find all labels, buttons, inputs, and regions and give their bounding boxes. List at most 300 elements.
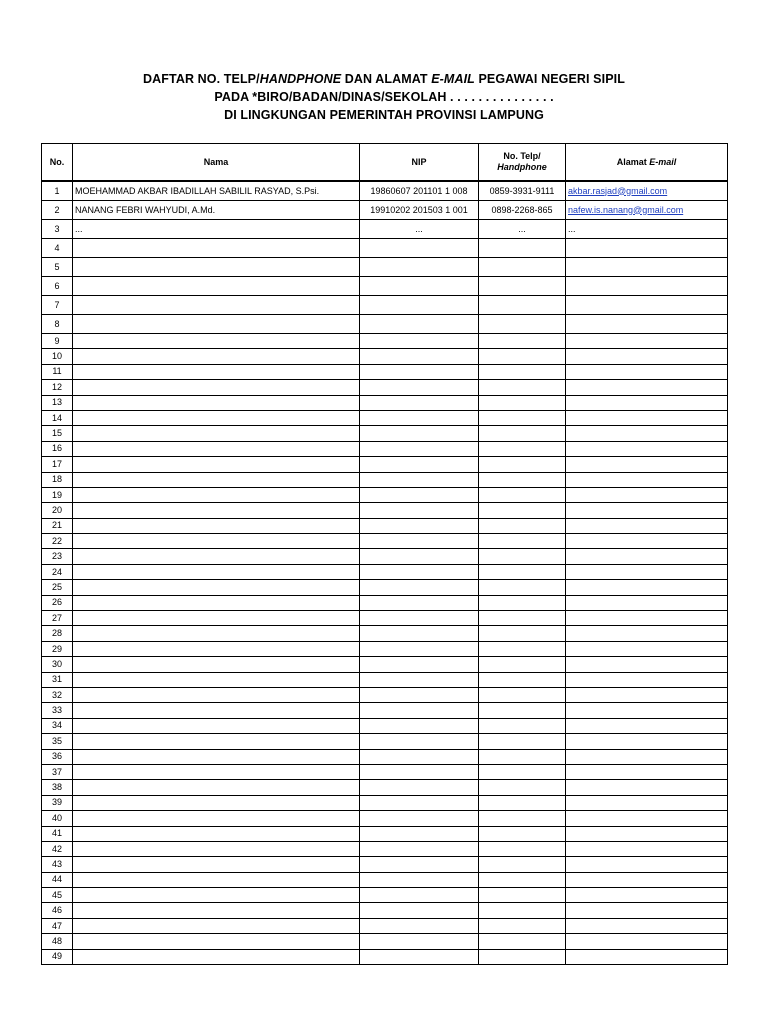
cell-nama xyxy=(73,564,360,579)
cell-email xyxy=(566,364,728,379)
cell-nip: 19860607 201101 1 008 xyxy=(360,181,479,201)
cell-nama xyxy=(73,718,360,733)
cell-nama xyxy=(73,296,360,315)
title-text-italic: E-MAIL xyxy=(431,72,475,86)
cell-no: 24 xyxy=(42,564,73,579)
cell-telp xyxy=(479,703,566,718)
cell-nip xyxy=(360,811,479,826)
cell-nama xyxy=(73,811,360,826)
cell-nip xyxy=(360,534,479,549)
header-telp-line1: No. Telp/ xyxy=(503,151,541,161)
cell-nama xyxy=(73,426,360,441)
header-nama: Nama xyxy=(73,144,360,182)
cell-nip xyxy=(360,826,479,841)
cell-no: 1 xyxy=(42,181,73,201)
cell-no: 42 xyxy=(42,841,73,856)
table-row xyxy=(42,595,728,610)
cell-telp xyxy=(479,380,566,395)
cell-no: 7 xyxy=(42,296,73,315)
cell-nama xyxy=(73,472,360,487)
table-row xyxy=(42,441,728,456)
cell-no: 35 xyxy=(42,734,73,749)
header-email-italic: E-mail xyxy=(649,156,677,167)
cell-nama xyxy=(73,918,360,933)
cell-email xyxy=(566,441,728,456)
cell-nip xyxy=(360,718,479,733)
cell-email xyxy=(566,564,728,579)
cell-telp xyxy=(479,780,566,795)
cell-no: 3 xyxy=(42,220,73,239)
table-row xyxy=(42,564,728,579)
cell-telp xyxy=(479,626,566,641)
cell-nama xyxy=(73,410,360,425)
cell-no: 19 xyxy=(42,487,73,502)
cell-nama xyxy=(73,749,360,764)
cell-telp xyxy=(479,764,566,779)
cell-telp: 0898-2268-865 xyxy=(479,201,566,220)
cell-nip xyxy=(360,580,479,595)
cell-telp xyxy=(479,657,566,672)
cell-nip xyxy=(360,364,479,379)
cell-telp xyxy=(479,595,566,610)
cell-email xyxy=(566,277,728,296)
cell-telp xyxy=(479,611,566,626)
cell-no: 2 xyxy=(42,201,73,220)
title-line-3: DI LINGKUNGAN PEMERINTAH PROVINSI LAMPUNG xyxy=(224,108,544,122)
table-row xyxy=(42,364,728,379)
cell-nip xyxy=(360,687,479,702)
cell-no: 45 xyxy=(42,888,73,903)
cell-email xyxy=(566,687,728,702)
cell-nama xyxy=(73,687,360,702)
cell-nip xyxy=(360,918,479,933)
cell-telp xyxy=(479,239,566,258)
cell-no: 23 xyxy=(42,549,73,564)
cell-email xyxy=(566,903,728,918)
cell-telp xyxy=(479,672,566,687)
document-title xyxy=(0,70,768,124)
cell-nip xyxy=(360,795,479,810)
cell-no: 9 xyxy=(42,334,73,349)
cell-email xyxy=(566,626,728,641)
employee-contact-table xyxy=(41,143,728,965)
cell-nip xyxy=(360,426,479,441)
cell-email xyxy=(566,595,728,610)
table-row xyxy=(42,580,728,595)
cell-no: 25 xyxy=(42,580,73,595)
cell-no: 37 xyxy=(42,764,73,779)
cell-no: 49 xyxy=(42,949,73,964)
cell-no: 40 xyxy=(42,811,73,826)
cell-nama xyxy=(73,949,360,964)
title-text-italic: HANDPHONE xyxy=(259,72,342,86)
cell-email xyxy=(566,795,728,810)
cell-nip xyxy=(360,564,479,579)
cell-nama xyxy=(73,239,360,258)
cell-no: 30 xyxy=(42,657,73,672)
cell-no: 14 xyxy=(42,410,73,425)
cell-telp xyxy=(479,872,566,887)
header-email-text: Alamat xyxy=(616,156,650,167)
cell-no: 16 xyxy=(42,441,73,456)
cell-nip xyxy=(360,441,479,456)
cell-telp xyxy=(479,315,566,334)
cell-email xyxy=(566,472,728,487)
cell-email: ... xyxy=(566,220,728,239)
cell-no: 21 xyxy=(42,518,73,533)
cell-no: 4 xyxy=(42,239,73,258)
cell-nama xyxy=(73,795,360,810)
cell-nama xyxy=(73,672,360,687)
cell-telp xyxy=(479,734,566,749)
cell-no: 13 xyxy=(42,395,73,410)
cell-telp xyxy=(479,903,566,918)
table-row xyxy=(42,857,728,872)
title-text: PEGAWAI NEGERI SIPIL xyxy=(474,72,625,86)
cell-email xyxy=(566,518,728,533)
cell-email xyxy=(566,872,728,887)
cell-email xyxy=(566,201,728,220)
cell-email xyxy=(566,395,728,410)
header-telp-line2: Handphone xyxy=(497,162,547,172)
cell-nama xyxy=(73,872,360,887)
table-row xyxy=(42,949,728,964)
cell-no: 33 xyxy=(42,703,73,718)
cell-nama xyxy=(73,826,360,841)
cell-email xyxy=(566,749,728,764)
cell-nama xyxy=(73,518,360,533)
cell-email xyxy=(566,718,728,733)
cell-nama xyxy=(73,734,360,749)
table-row xyxy=(42,201,728,220)
table-row xyxy=(42,903,728,918)
cell-nip: ... xyxy=(360,220,479,239)
table-row xyxy=(42,687,728,702)
table-row xyxy=(42,315,728,334)
cell-no: 41 xyxy=(42,826,73,841)
cell-email xyxy=(566,580,728,595)
cell-no: 10 xyxy=(42,349,73,364)
cell-email xyxy=(566,826,728,841)
cell-no: 12 xyxy=(42,380,73,395)
cell-nama xyxy=(73,934,360,949)
header-telp xyxy=(479,144,566,182)
cell-nama xyxy=(73,503,360,518)
cell-email xyxy=(566,611,728,626)
cell-telp xyxy=(479,580,566,595)
table-body xyxy=(42,181,728,965)
cell-nip xyxy=(360,472,479,487)
cell-nip xyxy=(360,780,479,795)
cell-telp xyxy=(479,857,566,872)
cell-nip xyxy=(360,277,479,296)
title-text: DAFTAR NO. TELP/ xyxy=(143,72,260,86)
table-row xyxy=(42,239,728,258)
cell-no: 31 xyxy=(42,672,73,687)
cell-no: 27 xyxy=(42,611,73,626)
cell-no: 17 xyxy=(42,457,73,472)
cell-telp xyxy=(479,277,566,296)
cell-nama xyxy=(73,457,360,472)
cell-no: 34 xyxy=(42,718,73,733)
table-row xyxy=(42,734,728,749)
cell-nip xyxy=(360,296,479,315)
table-row xyxy=(42,296,728,315)
cell-nama xyxy=(73,764,360,779)
cell-nama xyxy=(73,626,360,641)
table-row xyxy=(42,380,728,395)
cell-telp xyxy=(479,472,566,487)
cell-nip xyxy=(360,410,479,425)
cell-nip xyxy=(360,626,479,641)
table-row xyxy=(42,918,728,933)
cell-no: 6 xyxy=(42,277,73,296)
cell-email xyxy=(566,426,728,441)
cell-email xyxy=(566,703,728,718)
cell-telp xyxy=(479,841,566,856)
cell-telp xyxy=(479,410,566,425)
table-row xyxy=(42,277,728,296)
cell-email xyxy=(566,349,728,364)
table-row xyxy=(42,503,728,518)
cell-nip xyxy=(360,395,479,410)
cell-no: 18 xyxy=(42,472,73,487)
cell-nip xyxy=(360,334,479,349)
cell-telp xyxy=(479,718,566,733)
cell-nama xyxy=(73,441,360,456)
cell-nip xyxy=(360,349,479,364)
cell-email xyxy=(566,239,728,258)
cell-telp xyxy=(479,534,566,549)
cell-email xyxy=(566,841,728,856)
cell-telp xyxy=(479,334,566,349)
cell-nama xyxy=(73,334,360,349)
cell-telp xyxy=(479,487,566,502)
cell-email xyxy=(566,857,728,872)
table-row xyxy=(42,472,728,487)
cell-nip xyxy=(360,315,479,334)
cell-nama xyxy=(73,857,360,872)
cell-nama xyxy=(73,349,360,364)
table-row xyxy=(42,410,728,425)
cell-nip xyxy=(360,703,479,718)
table-row xyxy=(42,349,728,364)
cell-email xyxy=(566,657,728,672)
cell-telp xyxy=(479,349,566,364)
cell-nama xyxy=(73,703,360,718)
table-row xyxy=(42,872,728,887)
title-line-2: PADA *BIRO/BADAN/DINAS/SEKOLAH . . . . . . . . . . . . . . . xyxy=(214,90,554,104)
cell-no: 8 xyxy=(42,315,73,334)
cell-telp xyxy=(479,934,566,949)
cell-email xyxy=(566,764,728,779)
cell-no: 36 xyxy=(42,749,73,764)
cell-email xyxy=(566,410,728,425)
cell-no: 26 xyxy=(42,595,73,610)
title-line-1 xyxy=(0,70,768,88)
cell-email xyxy=(566,503,728,518)
cell-telp: 0859-3931-9111 xyxy=(479,181,566,201)
cell-email xyxy=(566,780,728,795)
cell-telp xyxy=(479,564,566,579)
cell-nip xyxy=(360,595,479,610)
cell-nip xyxy=(360,841,479,856)
cell-nama xyxy=(73,258,360,277)
table-row xyxy=(42,718,728,733)
cell-email xyxy=(566,918,728,933)
table-row xyxy=(42,657,728,672)
table-row xyxy=(42,780,728,795)
cell-nama xyxy=(73,534,360,549)
cell-telp xyxy=(479,826,566,841)
cell-telp xyxy=(479,503,566,518)
cell-nama: MOEHAMMAD AKBAR IBADILLAH SABILIL RASYAD, S.Psi. xyxy=(73,181,360,201)
cell-nama xyxy=(73,641,360,656)
table-row xyxy=(42,457,728,472)
cell-nama xyxy=(73,780,360,795)
cell-nama: ... xyxy=(73,220,360,239)
table-row xyxy=(42,395,728,410)
cell-email xyxy=(566,296,728,315)
cell-telp xyxy=(479,395,566,410)
cell-telp xyxy=(479,918,566,933)
cell-nip xyxy=(360,734,479,749)
cell-no: 43 xyxy=(42,857,73,872)
cell-email xyxy=(566,487,728,502)
table-row xyxy=(42,611,728,626)
cell-nip xyxy=(360,872,479,887)
table-row xyxy=(42,487,728,502)
cell-telp xyxy=(479,641,566,656)
cell-no: 5 xyxy=(42,258,73,277)
cell-email xyxy=(566,934,728,949)
cell-nama xyxy=(73,364,360,379)
table-row xyxy=(42,220,728,239)
cell-nama xyxy=(73,315,360,334)
cell-email xyxy=(566,258,728,277)
table-row xyxy=(42,826,728,841)
cell-telp xyxy=(479,888,566,903)
cell-telp: ... xyxy=(479,220,566,239)
cell-no: 46 xyxy=(42,903,73,918)
table-row xyxy=(42,811,728,826)
cell-no: 32 xyxy=(42,687,73,702)
cell-nip xyxy=(360,503,479,518)
cell-no: 44 xyxy=(42,872,73,887)
cell-no: 15 xyxy=(42,426,73,441)
cell-no: 28 xyxy=(42,626,73,641)
cell-telp xyxy=(479,749,566,764)
cell-no: 47 xyxy=(42,918,73,933)
cell-email xyxy=(566,380,728,395)
cell-telp xyxy=(479,457,566,472)
cell-email xyxy=(566,672,728,687)
header-no: No. xyxy=(42,144,73,182)
table-row xyxy=(42,703,728,718)
cell-nama xyxy=(73,395,360,410)
cell-nama xyxy=(73,657,360,672)
cell-telp xyxy=(479,426,566,441)
cell-nip xyxy=(360,672,479,687)
table-row xyxy=(42,426,728,441)
cell-email xyxy=(566,315,728,334)
cell-nip xyxy=(360,258,479,277)
cell-nama xyxy=(73,549,360,564)
cell-nama xyxy=(73,841,360,856)
table-row xyxy=(42,764,728,779)
email-link[interactable]: nafew.is.nanang@gmail.com xyxy=(568,204,684,215)
cell-email xyxy=(566,734,728,749)
table-row xyxy=(42,258,728,277)
cell-no: 11 xyxy=(42,364,73,379)
cell-telp xyxy=(479,258,566,277)
cell-nip xyxy=(360,487,479,502)
cell-telp xyxy=(479,364,566,379)
cell-email xyxy=(566,534,728,549)
table-row xyxy=(42,641,728,656)
cell-nip xyxy=(360,549,479,564)
cell-email xyxy=(566,181,728,201)
cell-nip xyxy=(360,934,479,949)
cell-nama xyxy=(73,380,360,395)
cell-nama xyxy=(73,487,360,502)
table-row xyxy=(42,181,728,201)
table-row xyxy=(42,795,728,810)
table-row xyxy=(42,672,728,687)
cell-telp xyxy=(479,296,566,315)
cell-no: 22 xyxy=(42,534,73,549)
cell-telp xyxy=(479,811,566,826)
cell-telp xyxy=(479,518,566,533)
cell-nama: NANANG FEBRI WAHYUDI, A.Md. xyxy=(73,201,360,220)
cell-email xyxy=(566,888,728,903)
cell-nama xyxy=(73,888,360,903)
header-nip: NIP xyxy=(360,144,479,182)
cell-no: 38 xyxy=(42,780,73,795)
email-link[interactable]: akbar.rasjad@gmail.com xyxy=(568,185,668,196)
cell-nip xyxy=(360,888,479,903)
table-row xyxy=(42,888,728,903)
cell-email xyxy=(566,949,728,964)
cell-nip xyxy=(360,518,479,533)
cell-email xyxy=(566,549,728,564)
table-row xyxy=(42,534,728,549)
cell-nama xyxy=(73,611,360,626)
table-row xyxy=(42,549,728,564)
table-row xyxy=(42,518,728,533)
table-row xyxy=(42,934,728,949)
cell-email xyxy=(566,641,728,656)
cell-telp xyxy=(479,549,566,564)
cell-nip: 19910202 201503 1 001 xyxy=(360,201,479,220)
cell-nip xyxy=(360,239,479,258)
cell-nip xyxy=(360,611,479,626)
cell-no: 20 xyxy=(42,503,73,518)
cell-email xyxy=(566,457,728,472)
cell-telp xyxy=(479,795,566,810)
cell-nip xyxy=(360,641,479,656)
cell-no: 48 xyxy=(42,934,73,949)
cell-telp xyxy=(479,949,566,964)
table-row xyxy=(42,626,728,641)
cell-nip xyxy=(360,764,479,779)
title-text: DAN ALAMAT xyxy=(341,72,432,86)
cell-nama xyxy=(73,595,360,610)
cell-no: 29 xyxy=(42,641,73,656)
header-email xyxy=(566,144,728,182)
cell-no: 39 xyxy=(42,795,73,810)
cell-nama xyxy=(73,580,360,595)
